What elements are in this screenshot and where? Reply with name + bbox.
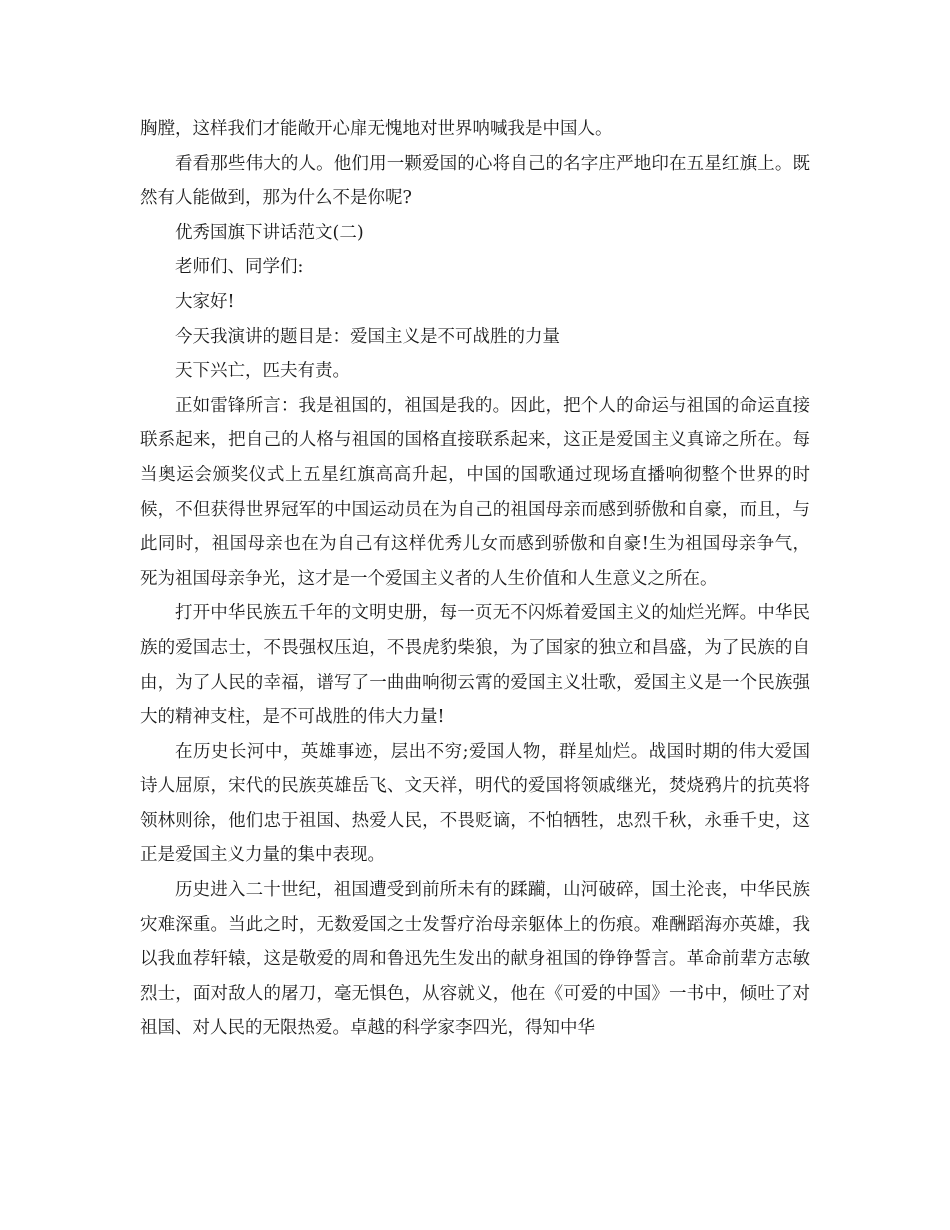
speech-topic: 今天我演讲的题目是：爱国主义是不可战胜的力量 [175,326,560,347]
paragraph: 历史进入二十世纪，祖国遭受到前所未有的蹂躏，山河破碎，国土沦丧，中华民族灾难深重。当此之时，无数爱国之士发誓疗治母亲躯体上的伤痕。难酬蹈海亦英雄，我以我血荐轩辕，这是敬爱的周和鲁迅先生发出的献身祖国的铮铮誓言。革命前辈方志敏烈士，面对敌人的屠刀，毫无惧色，从容就义，他在《可爱的中国》一书中，倾吐了对祖国、对人民的无限热爱。卓越的科学家李四光，得知中华 [140,880,810,1039]
salutation: 老师们、同学们: [175,257,304,278]
paragraph: 打开中华民族五千年的文明史册，每一页无不闪烁着爱国主义的灿烂光辉。中华民族的爱国志士，不畏强权压迫，不畏虎豹柴狼，为了国家的独立和昌盛，为了民族的自由，为了人民的幸福，谱写了一曲曲响彻云霄的爱国主义壮歌，爱国主义是一个民族强大的精神支柱，是不可战胜的伟大力量! [140,603,810,728]
quote-line: 天下兴亡，匹夫有责。 [175,361,350,382]
document-body [140,112,810,1046]
greeting: 大家好! [175,291,235,312]
paragraph: 正如雷锋所言：我是祖国的，祖国是我的。因此，把个人的命运与祖国的命运直接联系起来，把自己的人格与祖国的国格直接联系起来，这正是爱国主义真谛之所在。每当奥运会颁奖仪式上五星红旗高高升起，中国的国歌通过现场直播响彻整个世界的时候，不但获得世界冠军的中国运动员在为自己的祖国母亲而感到骄傲和自豪，而且，与此同时，祖国母亲也在为自己有这样优秀儿女而感到骄傲和自豪!生为祖国母亲争气，死为祖国母亲争光，这才是一个爱国主义者的人生价值和人生意义之所在。 [140,395,810,589]
paragraph: 在历史长河中，英雄事迹，层出不穷;爱国人物，群星灿烂。战国时期的伟大爱国诗人屈原，宋代的民族英雄岳飞、文天祥，明代的爱国将领戚继光，焚烧鸦片的抗英将领林则徐，他们忠于祖国、热爱人民，不畏贬谪，不怕牺牲，忠烈千秋，永垂千史，这正是爱国主义力量的集中表现。 [140,741,810,866]
section-heading: 优秀国旗下讲话范文(二) [175,222,364,243]
paragraph-continued: 胸膛，这样我们才能敞开心扉无愧地对世界呐喊我是中国人。 [140,119,613,139]
paragraph: 看看那些伟大的人。他们用一颗爱国的心将自己的名字庄严地印在五星红旗上。既然有人能做到，那为什么不是你呢? [140,153,810,209]
